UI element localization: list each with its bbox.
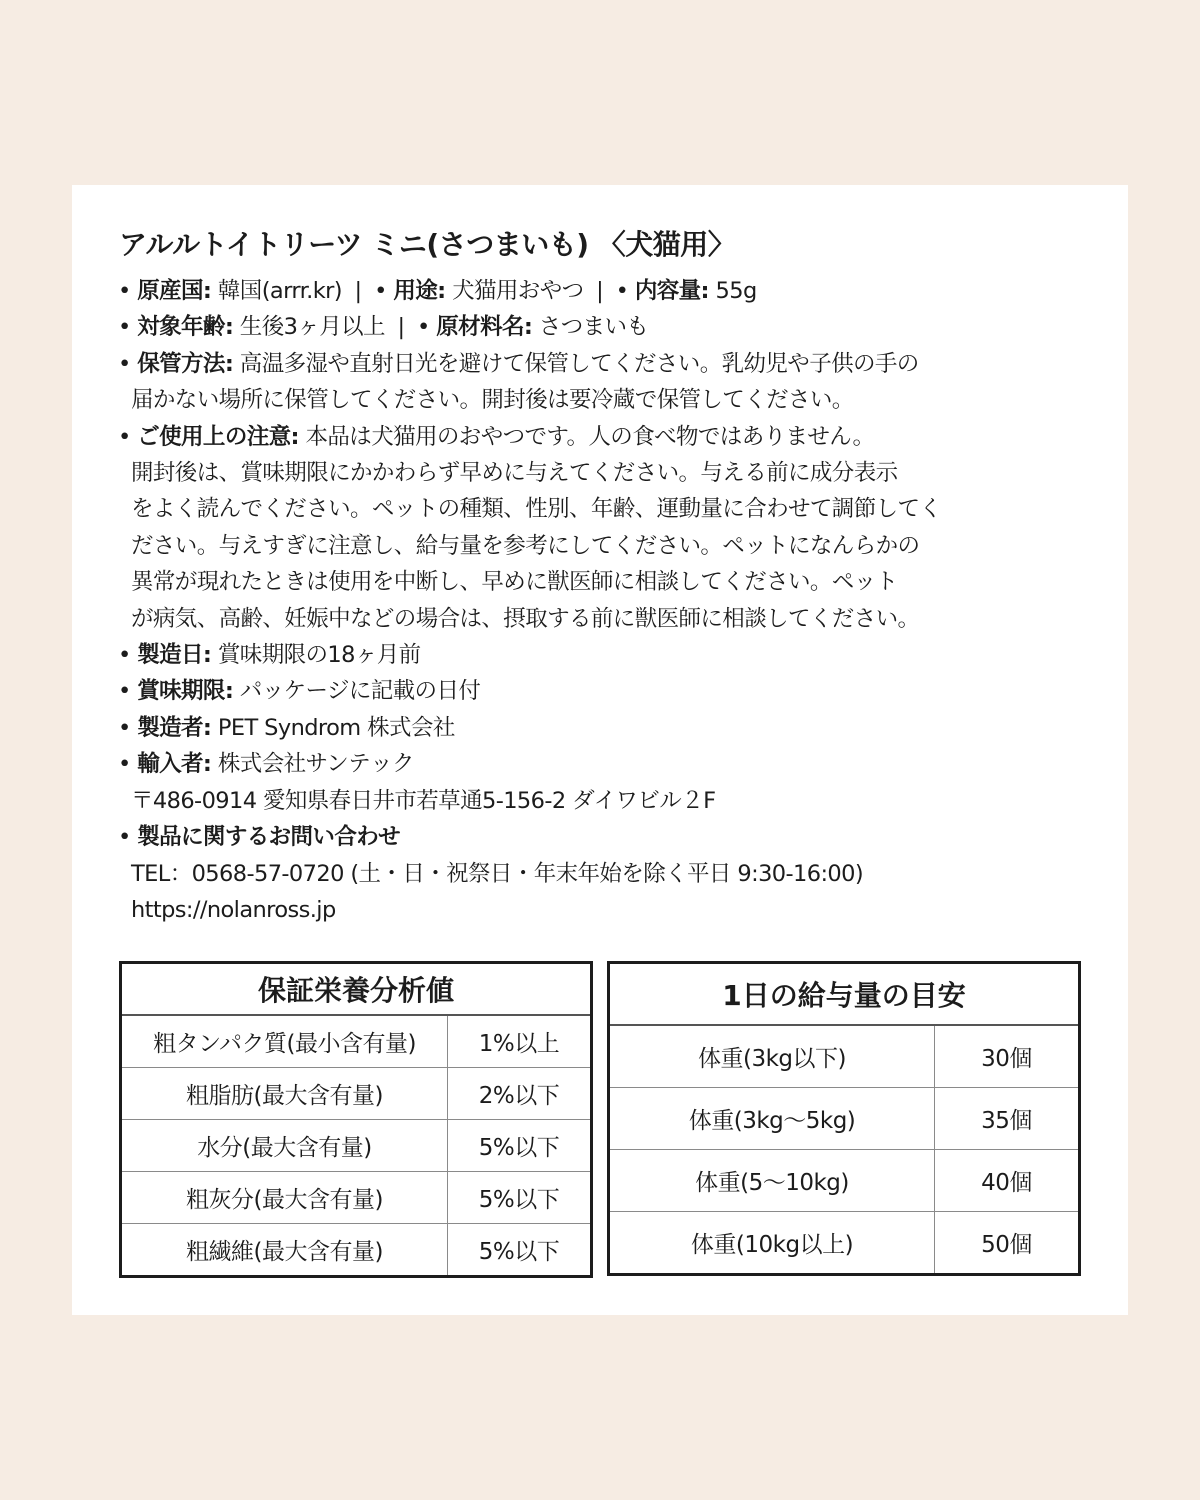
usage-label: 用途:: [393, 278, 446, 304]
bullet: •: [118, 350, 138, 377]
list-item: [118, 419, 1078, 455]
caution-text: 本品は犬猫用のおやつです。人の食べ物ではありません。: [305, 423, 875, 450]
feeding-amount: 35個: [935, 1088, 1080, 1150]
nutrient-name: 粗繊維(最大含有量): [121, 1224, 448, 1277]
product-info-card: [72, 185, 1128, 1315]
table-row: [609, 1088, 1080, 1150]
nutrition-table-title: 保証栄養分析値: [121, 963, 592, 1016]
feeding-table: [607, 961, 1081, 1276]
nutrition-table: [119, 961, 593, 1278]
list-item: [118, 637, 1078, 673]
bullet: •: [118, 423, 138, 450]
table-row: [121, 1015, 592, 1068]
importer-value: 株式会社サンテック: [217, 751, 414, 778]
feeding-amount: 40個: [935, 1150, 1080, 1212]
age-value: 生後3ヶ月以上: [239, 314, 385, 341]
list-item: [118, 710, 1078, 746]
contact-tel: TEL：0568-57-0720 (土・日・祝祭日・年末年始を除く平日 9:30-16:00): [131, 860, 864, 887]
nutrient-value: 5%以下: [448, 1172, 592, 1224]
weight-range: 体重(10kg以上): [609, 1212, 935, 1275]
list-item: [118, 819, 1078, 855]
separator: |: [354, 278, 362, 304]
nutrient-value: 5%以下: [448, 1120, 592, 1172]
mfg-date-value: 賞味期限の18ヶ月前: [217, 642, 421, 669]
separator: |: [596, 278, 604, 304]
maker-value: PET Syndrom 株式会社: [217, 714, 455, 741]
feeding-amount: 50個: [935, 1212, 1080, 1275]
nutrient-value: 5%以下: [448, 1224, 592, 1277]
content-label: 内容量:: [634, 278, 709, 304]
bullet: •: [118, 314, 138, 341]
caution-label: ご使用上の注意:: [137, 423, 299, 450]
product-title: アルルトイトリーツ ミニ(さつまいも) 〈犬猫用〉: [119, 228, 736, 261]
origin-value: 韓国(arrr.kr): [217, 278, 342, 304]
weight-range: 体重(3kg〜5kg): [609, 1088, 935, 1150]
nutrient-value: 2%以下: [448, 1068, 592, 1120]
nutrient-value: 1%以上: [448, 1015, 592, 1068]
age-label: 対象年齢:: [137, 314, 234, 341]
feeding-amount: 30個: [935, 1025, 1080, 1088]
table-row: [121, 1120, 592, 1172]
list-item: [118, 309, 1078, 345]
expiry-label: 賞味期限:: [137, 678, 234, 705]
bullet: •: [118, 278, 138, 304]
nutrient-name: 粗灰分(最大含有量): [121, 1172, 448, 1224]
bullet: •: [374, 278, 394, 304]
storage-text: 届かない場所に保管してください。開封後は要冷蔵で保管してください。: [131, 387, 854, 414]
contact-label: 製品に関するお問い合わせ: [137, 824, 401, 851]
importer-label: 輸入者:: [137, 751, 212, 778]
weight-range: 体重(5〜10kg): [609, 1150, 935, 1212]
table-row: [609, 1025, 1080, 1088]
bullet: •: [118, 678, 138, 705]
contact-url: https://nolanross.jp: [131, 896, 336, 923]
ingredient-label: 原材料名:: [436, 314, 533, 341]
caution-text: が病気、高齢、妊娠中などの場合は、摂取する前に獣医師に相談してください。: [131, 605, 920, 632]
caution-text: ださい。与えすぎに注意し、給与量を参考にしてください。ペットになんらかの: [131, 532, 920, 559]
nutrient-name: 粗脂肪(最大含有量): [121, 1068, 448, 1120]
storage-text: 高温多湿や直射日光を避けて保管してください。乳幼児や子供の手の: [239, 350, 919, 377]
bullet: •: [417, 314, 437, 341]
table-row: [609, 1150, 1080, 1212]
bullet: •: [118, 824, 138, 851]
usage-value: 犬猫用おやつ: [452, 278, 584, 304]
feeding-table-title: 1日の給与量の目安: [609, 963, 1080, 1026]
maker-label: 製造者:: [137, 714, 212, 741]
caution-text: をよく読んでください。ペットの種類、性別、年齢、運動量に合わせて調節してく: [131, 496, 942, 523]
bullet: •: [615, 278, 635, 304]
caution-text: 開封後は、賞味期限にかかわらず早めに与えてください。与える前に成分表示: [131, 460, 898, 487]
table-row: [121, 1224, 592, 1277]
nutrient-name: 水分(最大含有量): [121, 1120, 448, 1172]
list-item: [118, 273, 1078, 309]
importer-address: 〒486-0914 愛知県春日井市若草通5-156-2 ダイワビル２F: [131, 787, 716, 814]
list-item: [118, 673, 1078, 709]
table-row: [121, 1172, 592, 1224]
weight-range: 体重(3kg以下): [609, 1025, 935, 1088]
bullet: •: [118, 714, 138, 741]
list-item: [118, 746, 1078, 782]
table-row: [121, 1068, 592, 1120]
caution-text: 異常が現れたときは使用を中断し、早めに獣医師に相談してください。ペット: [131, 569, 898, 596]
mfg-date-label: 製造日:: [137, 642, 212, 669]
separator: |: [397, 314, 405, 341]
nutrient-name: 粗タンパク質(最小含有量): [121, 1015, 448, 1068]
table-row: [609, 1212, 1080, 1275]
product-info-list: [118, 273, 1078, 928]
storage-label: 保管方法:: [137, 350, 234, 377]
bullet: •: [118, 751, 138, 778]
content-value: 55g: [715, 278, 757, 304]
origin-label: 原産国:: [137, 278, 212, 304]
expiry-value: パッケージに記載の日付: [239, 678, 481, 705]
list-item: [118, 346, 1078, 382]
bullet: •: [118, 642, 138, 669]
ingredient-value: さつまいも: [538, 314, 649, 341]
